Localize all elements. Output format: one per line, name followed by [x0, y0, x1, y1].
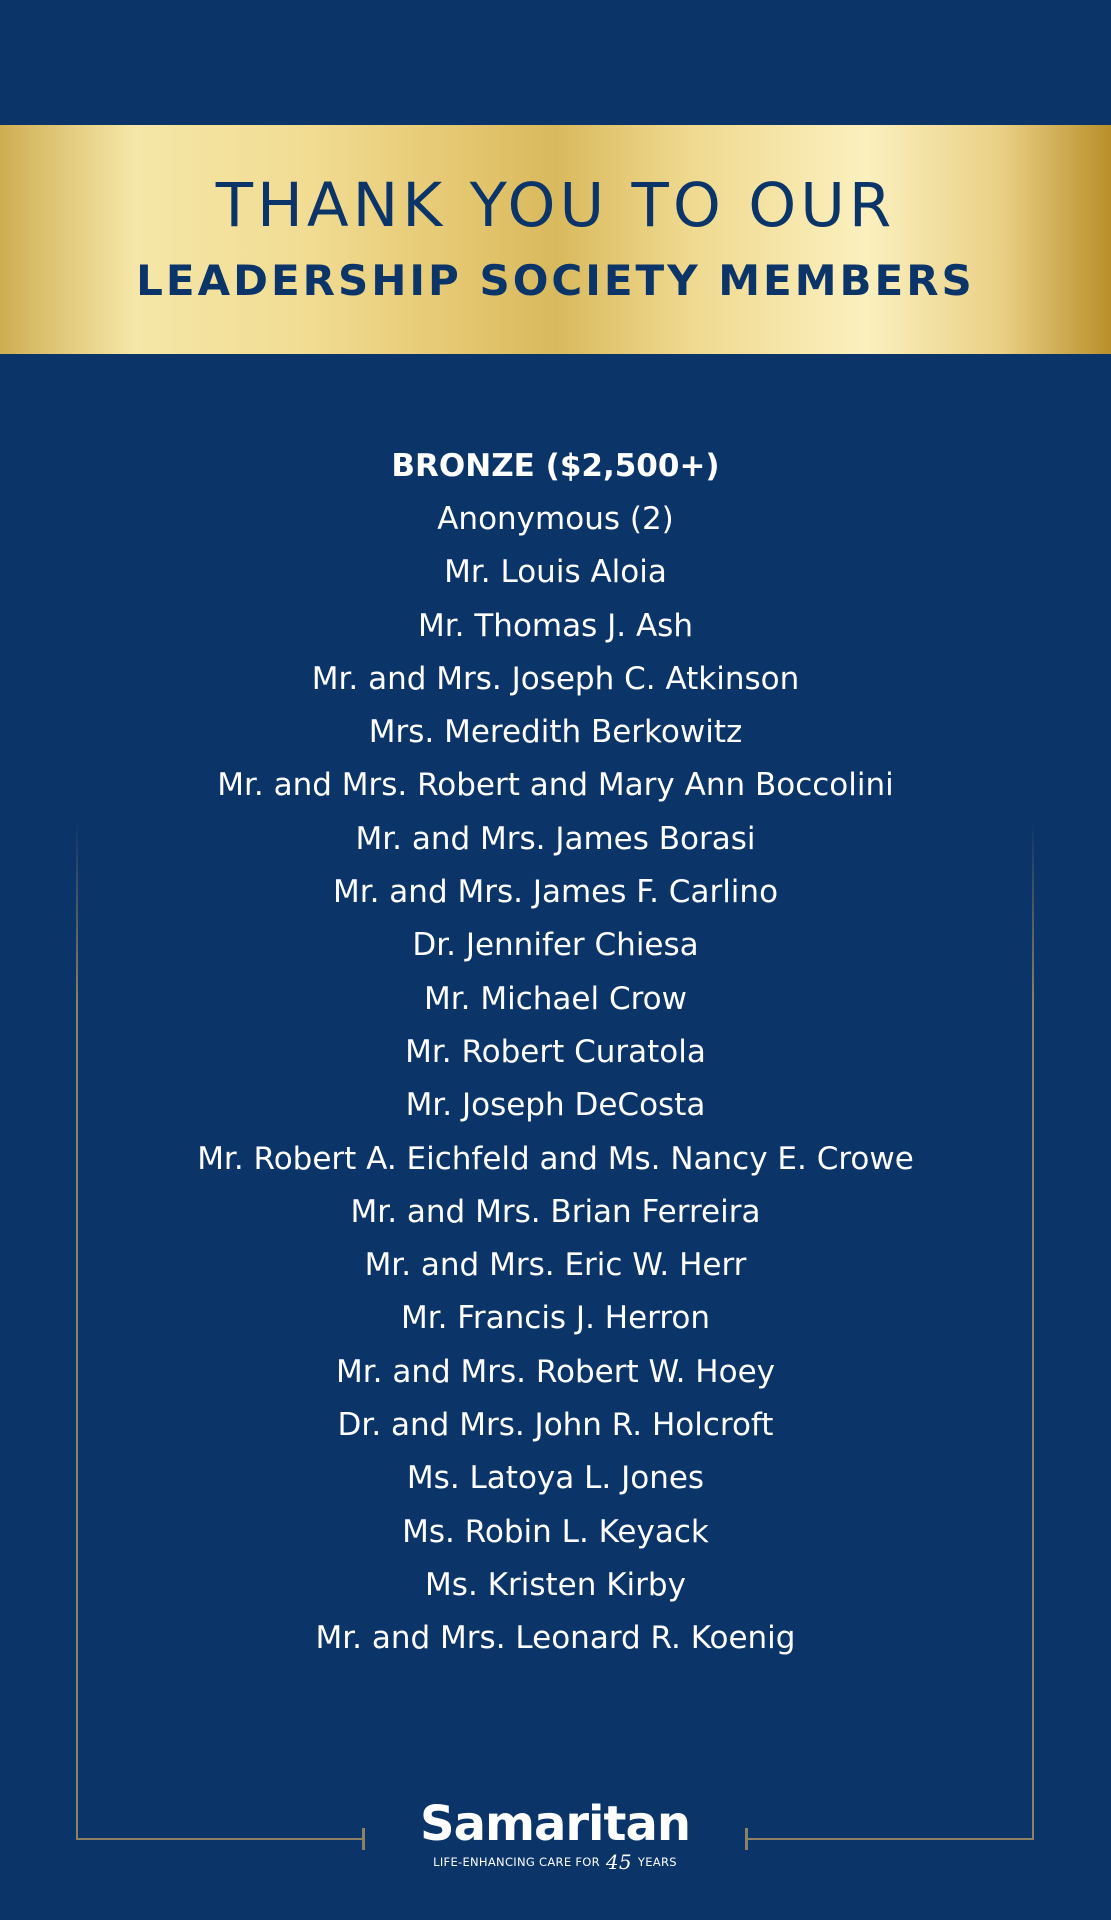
member-name: Mr. and Mrs. James F. Carlino [332, 874, 779, 911]
frame-bottom-left-line [76, 1838, 364, 1840]
logo-wordmark: Samaritan [420, 1796, 690, 1852]
frame-bottom-right-line [746, 1838, 1034, 1840]
member-name: Mr. and Mrs. Robert W. Hoey [336, 1353, 775, 1390]
member-name: Ms. Kristen Kirby [425, 1566, 686, 1603]
tagline-prefix: LIFE-ENHANCING CARE FOR [433, 1855, 600, 1869]
member-name: Mr. Michael Crow [424, 980, 687, 1017]
member-name: Dr. and Mrs. John R. Holcroft [337, 1407, 774, 1444]
frame-left-cap [362, 1828, 365, 1850]
member-name: Mr. Robert Curatola [405, 1033, 706, 1070]
member-name: Mr. and Mrs. Joseph C. Atkinson [311, 660, 800, 697]
member-name: Mr. and Mrs. Robert and Mary Ann Boccolini [217, 767, 894, 804]
member-name: Ms. Robin L. Keyack [402, 1513, 709, 1550]
member-name: Mr. and Mrs. Leonard R. Koenig [315, 1620, 796, 1657]
member-name: Anonymous (2) [437, 501, 674, 537]
member-name: Mr. Joseph DeCosta [405, 1087, 706, 1124]
banner-subtitle: LEADERSHIP SOCIETY MEMBERS [136, 256, 975, 305]
tagline-suffix: YEARS [637, 1855, 677, 1869]
frame-right-cap [745, 1828, 748, 1850]
member-name: Mr. Louis Aloia [444, 554, 667, 591]
samaritan-logo [405, 1796, 705, 1872]
member-name: Mrs. Meredith Berkowitz [368, 714, 743, 751]
header-banner [0, 125, 1111, 354]
tier-title: BRONZE ($2,500+) [391, 448, 720, 484]
member-name: Mr. Thomas J. Ash [418, 607, 693, 644]
banner-title: THANK YOU TO OUR [215, 170, 896, 241]
member-name: Dr. Jennifer Chiesa [412, 927, 699, 964]
member-name: Mr. Robert A. Eichfeld and Ms. Nancy E. Crowe [197, 1140, 914, 1177]
member-name: Mr. and Mrs. Brian Ferreira [350, 1193, 761, 1230]
logo-tagline [405, 1852, 705, 1872]
member-list [0, 440, 1111, 1666]
member-name: Mr. Francis J. Herron [400, 1300, 711, 1337]
member-name: Mr. and Mrs. Eric W. Herr [364, 1247, 747, 1284]
member-name: Ms. Latoya L. Jones [406, 1460, 705, 1497]
tagline-years-number: 45 [605, 1850, 632, 1874]
member-name: Mr. and Mrs. James Borasi [355, 820, 756, 857]
